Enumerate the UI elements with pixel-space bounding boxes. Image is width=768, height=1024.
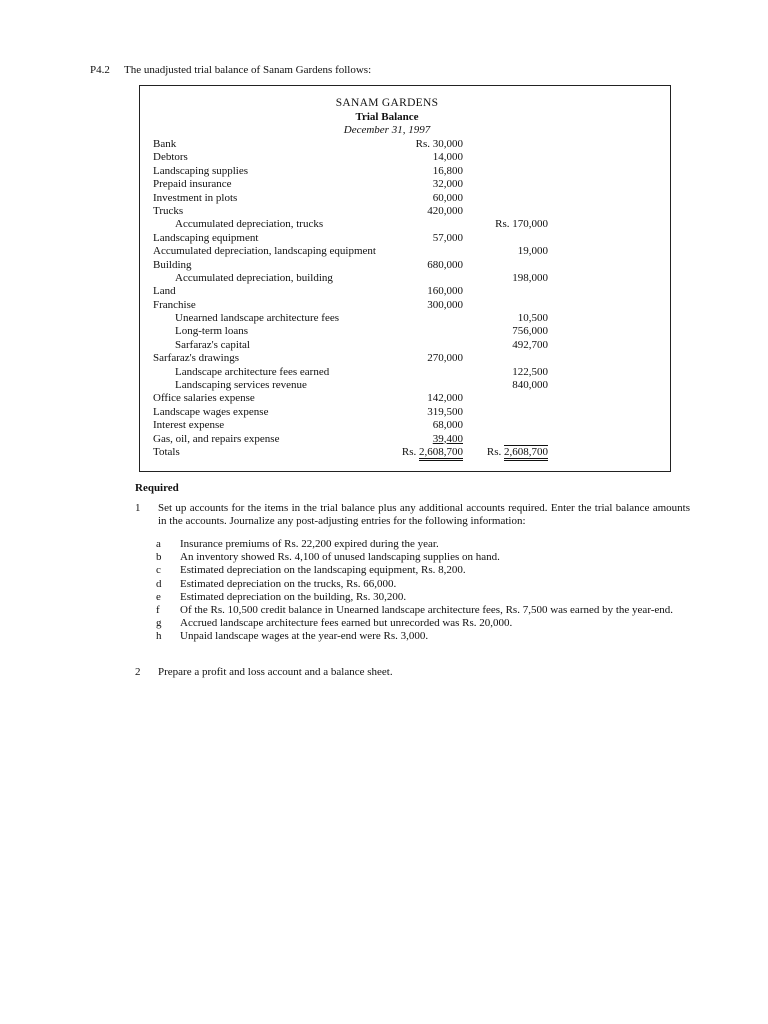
debit-total-value: 2,608,700 xyxy=(419,446,463,461)
credit-amount: 10,500 xyxy=(517,312,548,325)
trial-balance-row xyxy=(153,366,563,379)
trial-balance-row xyxy=(153,312,563,325)
adjustment-item xyxy=(156,564,690,577)
debit-amount: 319,500 xyxy=(427,405,463,418)
totals-label: Totals xyxy=(153,445,180,458)
adjustment-letter: h xyxy=(156,630,162,643)
credit-amount: Rs. 170,000 xyxy=(495,218,548,231)
adjustment-text: Estimated depreciation on the landscaping equipment, Rs. 8,200. xyxy=(180,564,466,577)
problem-heading xyxy=(90,64,371,76)
adjustment-item xyxy=(156,591,690,604)
problem-number: P4.2 xyxy=(90,64,110,76)
problem-text: The unadjusted trial balance of Sanam Gardens follows: xyxy=(124,64,372,76)
trial-balance-row xyxy=(153,138,563,151)
required-item-text: Set up accounts for the items in the trial balance plus any additional accounts required. Enter the trial balance amounts in the accounts. Journalize any post-adjusting entries for the following information: xyxy=(158,502,690,528)
company-name: SANAM GARDENS xyxy=(335,97,439,109)
account-name: Gas, oil, and repairs expense xyxy=(153,432,280,445)
debit-amount: 680,000 xyxy=(427,258,463,271)
debit-total xyxy=(402,446,463,459)
adjustment-letter: e xyxy=(156,590,161,603)
adjustment-item xyxy=(156,630,690,643)
trial-balance-row xyxy=(153,285,563,298)
adjustment-text: Estimated depreciation on the building, Rs. 30,200. xyxy=(180,590,407,603)
trial-balance-row xyxy=(153,325,563,338)
adjustment-letter: d xyxy=(156,577,162,590)
account-name: Sarfaraz's capital xyxy=(175,338,250,351)
credit-amount: 492,700 xyxy=(512,338,548,351)
account-name: Office salaries expense xyxy=(153,392,255,405)
credit-total xyxy=(487,446,548,459)
debit-amount: Rs. 30,000 xyxy=(415,138,463,150)
trial-balance-row xyxy=(153,272,563,285)
credit-amount: 756,000 xyxy=(512,325,548,338)
trial-balance-row xyxy=(153,205,563,218)
account-name: Land xyxy=(153,285,176,298)
trial-balance-row xyxy=(153,379,563,392)
account-name: Prepaid insurance xyxy=(153,178,232,191)
trial-balance-row xyxy=(153,392,563,405)
account-name: Trucks xyxy=(153,204,184,217)
account-name: Accumulated depreciation, building xyxy=(175,271,333,284)
account-name: Landscaping supplies xyxy=(153,164,249,177)
account-name: Investment in plots xyxy=(153,191,238,204)
trial-balance-row xyxy=(153,245,563,258)
adjustment-text: Unpaid landscape wages at the year-end were Rs. 3,000. xyxy=(180,630,429,643)
required-item-2 xyxy=(135,666,690,679)
statement-date: December 31, 1997 xyxy=(343,124,431,136)
adjustment-text: An inventory showed Rs. 4,100 of unused landscaping supplies on hand. xyxy=(180,551,500,564)
account-name: Landscape wages expense xyxy=(153,405,269,418)
credit-amount: 840,000 xyxy=(512,379,548,392)
adjustment-item xyxy=(156,604,690,617)
adjustment-item xyxy=(156,551,690,564)
trial-balance-row xyxy=(153,433,563,446)
adjustment-letter: g xyxy=(156,617,162,630)
trial-balance-row xyxy=(153,352,563,365)
adjustment-item xyxy=(156,578,690,591)
debit-total-prefix: Rs. xyxy=(401,445,419,458)
account-name: Accumulated depreciation, landscaping equipment xyxy=(153,245,376,258)
adjustment-list xyxy=(156,538,690,644)
debit-amount: 32,000 xyxy=(432,178,463,191)
account-name: Interest expense xyxy=(153,419,225,432)
account-name: Long-term loans xyxy=(175,325,249,338)
trial-balance-row xyxy=(153,178,563,191)
debit-amount: 300,000 xyxy=(427,298,463,311)
credit-amount: 198,000 xyxy=(512,271,548,284)
debit-amount: 14,000 xyxy=(432,151,463,164)
account-name: Landscaping services revenue xyxy=(175,379,307,392)
trial-balance-box xyxy=(139,85,671,472)
debit-amount: 16,800 xyxy=(432,164,463,177)
adjustment-item xyxy=(156,538,690,551)
adjustment-item xyxy=(156,617,690,630)
required-item-text: Prepare a profit and loss account and a balance sheet. xyxy=(158,666,393,678)
trial-balance-row xyxy=(153,259,563,272)
account-name: Franchise xyxy=(153,298,196,311)
totals-row xyxy=(153,446,563,459)
trial-balance-row xyxy=(153,165,563,178)
required-item-number: 1 xyxy=(135,502,141,514)
credit-amount: 19,000 xyxy=(517,245,548,258)
credit-amount: 122,500 xyxy=(512,365,548,378)
account-name: Accumulated depreciation, trucks xyxy=(175,218,324,231)
account-name: Sarfaraz's drawings xyxy=(153,352,239,365)
trial-balance-rows xyxy=(153,138,563,459)
trial-balance-row xyxy=(153,192,563,205)
adjustment-text: Estimated depreciation on the trucks, Rs. 66,000. xyxy=(180,577,397,590)
debit-amount: 160,000 xyxy=(427,285,463,298)
required-item-number: 2 xyxy=(135,666,141,678)
credit-total-value: 2,608,700 xyxy=(504,445,548,461)
debit-amount: 142,000 xyxy=(427,392,463,405)
trial-balance-row xyxy=(153,339,563,352)
adjustment-letter: c xyxy=(156,564,161,577)
debit-amount: 68,000 xyxy=(432,419,463,432)
credit-total-prefix: Rs. xyxy=(486,445,504,458)
required-item-1 xyxy=(135,502,690,528)
trial-balance-row xyxy=(153,232,563,245)
debit-amount: 39,400 xyxy=(432,432,463,445)
adjustment-text: Of the Rs. 10,500 credit balance in Unearned landscape architecture fees, Rs. 7,500 was earned by the year-end. xyxy=(180,604,674,617)
account-name: Landscape architecture fees earned xyxy=(175,365,330,378)
adjustment-text: Insurance premiums of Rs. 22,200 expired during the year. xyxy=(180,538,439,550)
required-heading: Required xyxy=(135,482,179,494)
trial-balance-row xyxy=(153,406,563,419)
trial-balance-row xyxy=(153,419,563,432)
adjustment-letter: f xyxy=(156,604,160,617)
statement-title: Trial Balance xyxy=(355,111,419,123)
trial-balance-row xyxy=(153,218,563,231)
account-name: Debtors xyxy=(153,151,188,164)
trial-balance-row xyxy=(153,299,563,312)
debit-amount: 60,000 xyxy=(432,191,463,204)
account-name: Building xyxy=(153,258,192,271)
account-name: Landscaping equipment xyxy=(153,231,259,244)
debit-amount: 57,000 xyxy=(432,231,463,244)
account-name: Bank xyxy=(153,138,177,150)
debit-amount: 270,000 xyxy=(427,352,463,365)
debit-amount: 420,000 xyxy=(427,204,463,217)
trial-balance-row xyxy=(153,151,563,164)
adjustment-text: Accrued landscape architecture fees earned but unrecorded was Rs. 20,000. xyxy=(180,617,513,630)
adjustment-letter: b xyxy=(156,551,162,564)
adjustment-letter: a xyxy=(156,538,161,550)
account-name: Unearned landscape architecture fees xyxy=(175,312,339,325)
